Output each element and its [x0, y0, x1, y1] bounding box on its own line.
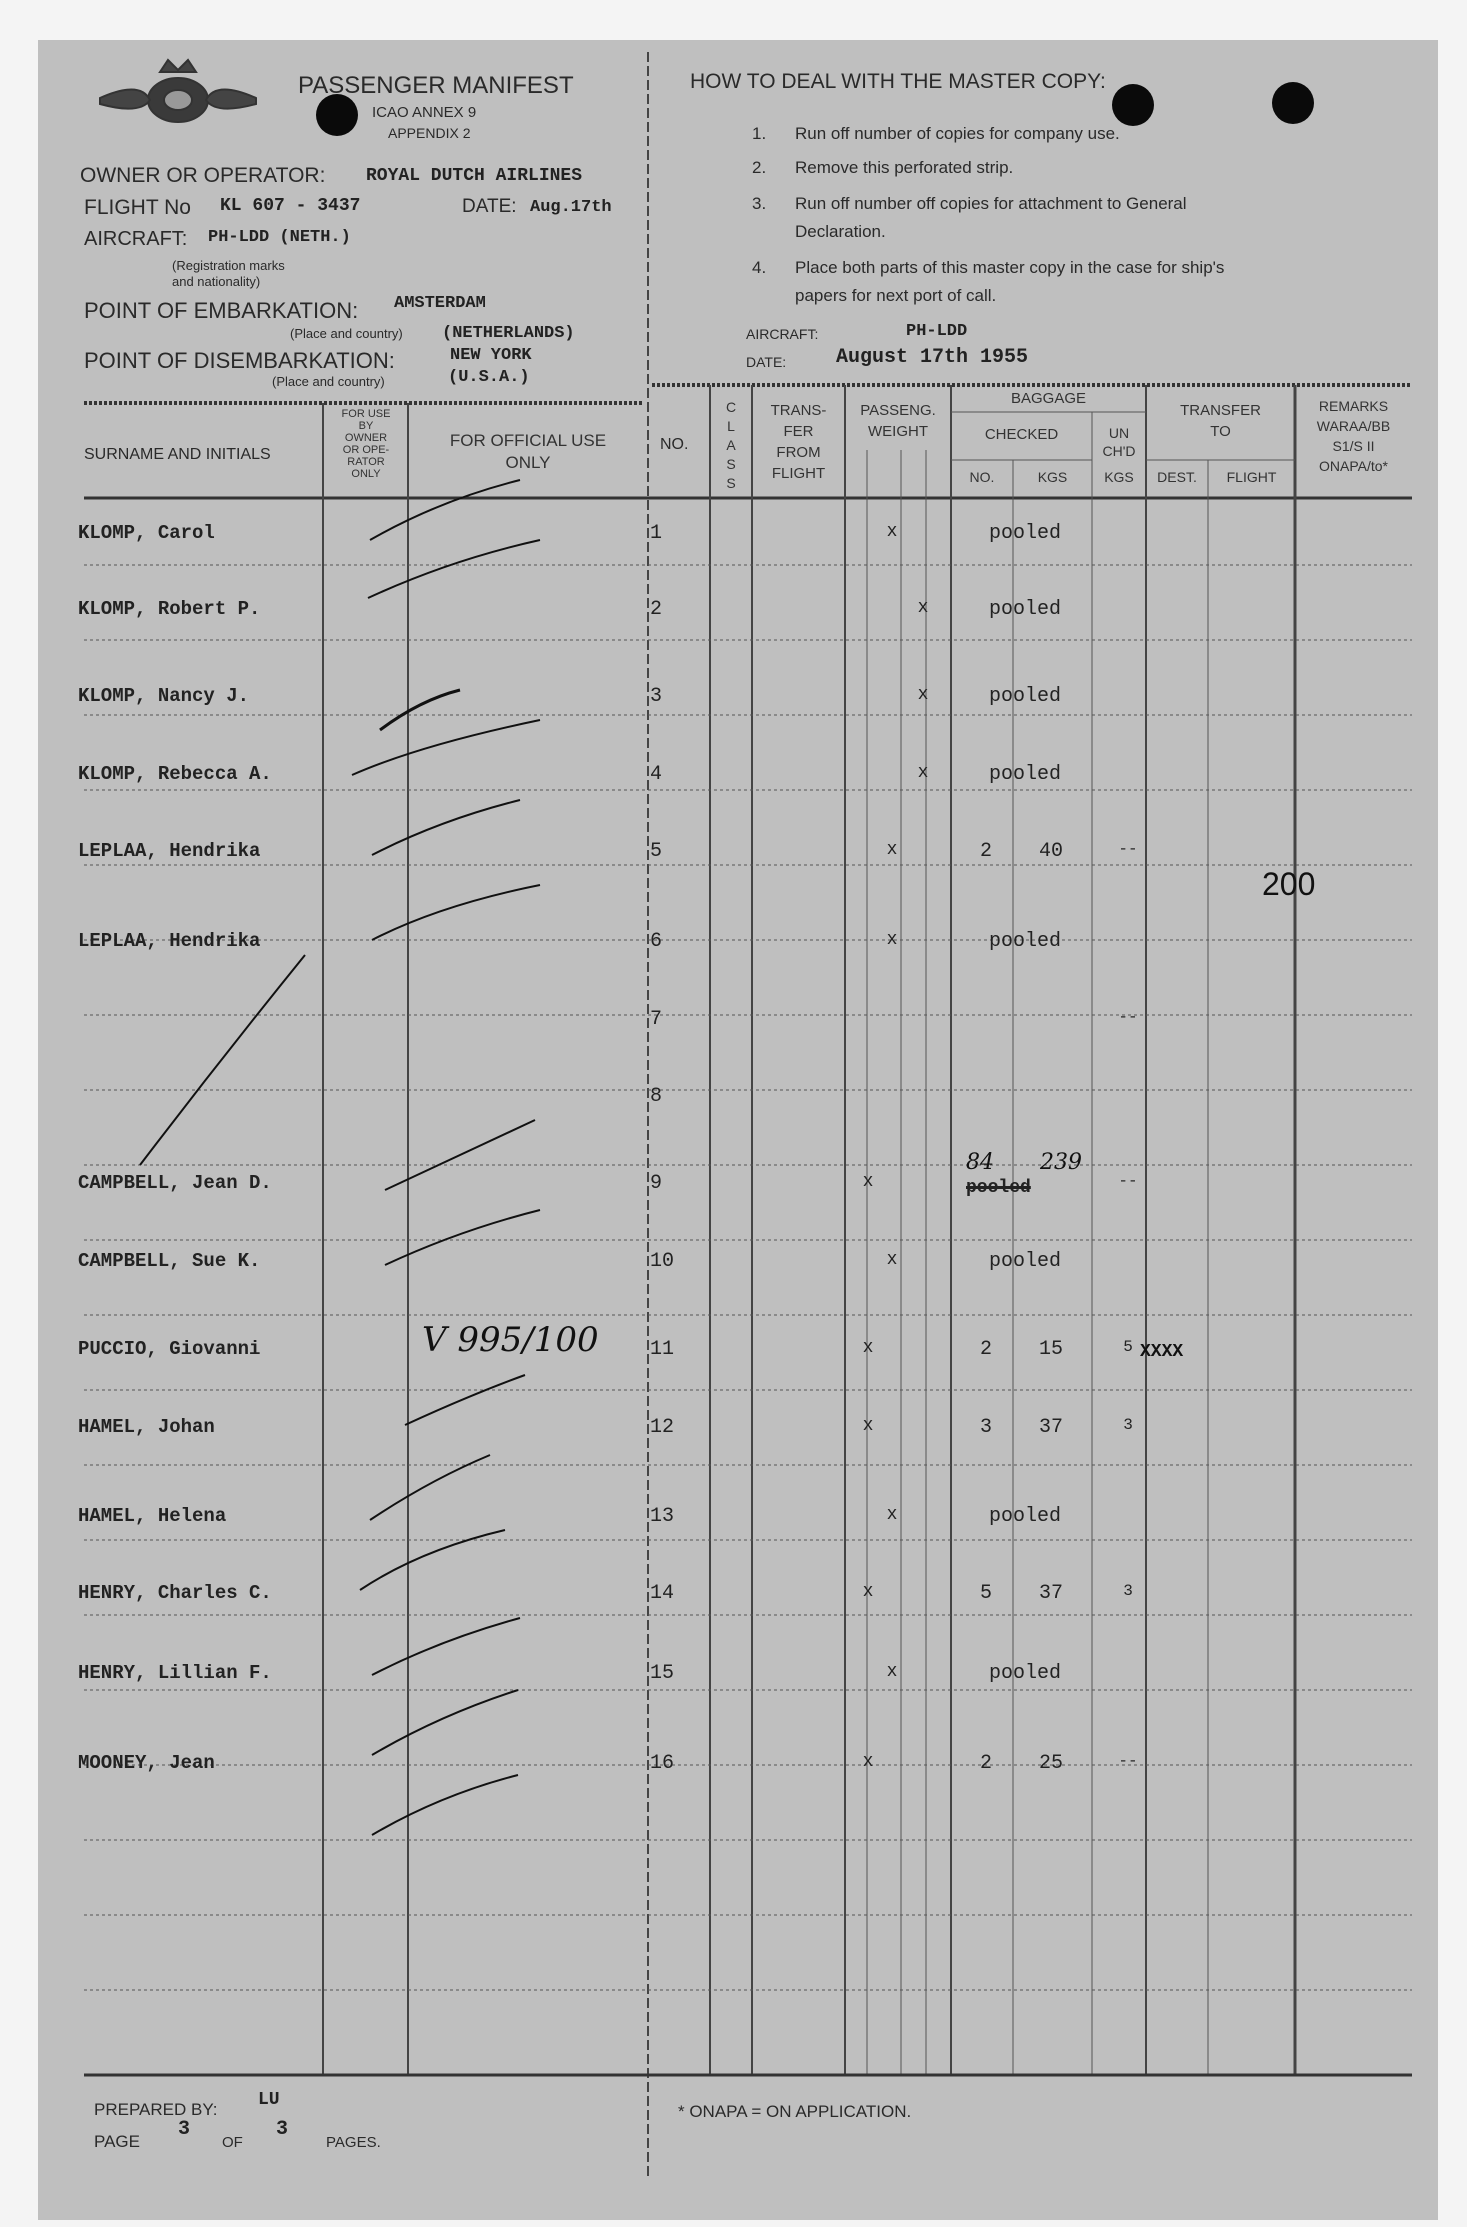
unchecked-kgs: -- — [1118, 840, 1138, 858]
remark-200: 200 — [1262, 866, 1316, 902]
bag-kgs: pooled — [988, 598, 1061, 621]
bag-kgs: pooled — [988, 1250, 1061, 1273]
passenger-name: HAMEL, Johan — [78, 1416, 215, 1438]
row-number: 1 — [650, 522, 663, 545]
bag-kgs: 40 — [1038, 840, 1063, 863]
row-number: 16 — [650, 1752, 675, 1775]
unchecked-kgs: -- — [1118, 1752, 1138, 1770]
handwritten-number: V 995/100 — [422, 1320, 599, 1360]
passenger-name: CAMPBELL, Sue K. — [78, 1250, 261, 1272]
col-unchd — [1092, 424, 1146, 460]
row-number: 5 — [650, 840, 663, 863]
embark-place-note: (Place and country) — [290, 326, 403, 341]
prepared-value: LU — [258, 2090, 280, 2110]
weight-mark: x — [886, 1250, 898, 1270]
weight-mark: x — [886, 930, 898, 950]
transfer-line-4: FLIGHT — [771, 465, 826, 482]
transfer-to-line-2: TO — [1210, 423, 1231, 440]
passenger-name: PUCCIO, Giovanni — [78, 1338, 261, 1360]
instruction-1-num: 1. — [752, 124, 767, 143]
appendix-label: APPENDIX 2 — [388, 125, 471, 141]
bag-kgs: pooled — [988, 1662, 1061, 1685]
date-value: Aug.17th — [530, 198, 612, 217]
for-use-line-2: BY — [358, 420, 374, 432]
passenger-name: HENRY, Lillian F. — [78, 1662, 272, 1684]
row-number: 15 — [650, 1662, 675, 1685]
instr-aircraft-value: PH-LDD — [906, 322, 968, 341]
disembarkation-country: (U.S.A.) — [448, 368, 530, 387]
bag-kgs: pooled — [988, 763, 1061, 786]
of-value: 3 — [276, 2118, 289, 2141]
row9-bag-handwritten: 84 — [966, 1150, 994, 1175]
bag-kgs: pooled — [988, 685, 1061, 708]
handwritten-check-marks — [140, 480, 540, 1835]
row-number: 6 — [650, 930, 663, 953]
row-number: 8 — [650, 1085, 663, 1108]
instruction-4-text: Place both parts of this master copy in the case for ship's — [795, 258, 1225, 277]
weight-mark: x — [862, 1172, 874, 1192]
row-number: 2 — [650, 598, 663, 621]
col-for-use — [324, 408, 408, 480]
remarks-line-4: ONAPA/to* — [1319, 458, 1388, 474]
unchecked-kgs: -- — [1118, 1172, 1138, 1190]
row-number: 10 — [650, 1250, 675, 1273]
remarks-line-1: REMARKS — [1318, 398, 1389, 414]
col-transfer-to — [1146, 400, 1295, 442]
row-number: 11 — [650, 1338, 675, 1361]
weight-mark: x — [917, 598, 929, 618]
col-checked: CHECKED — [984, 426, 1059, 443]
embarkation-value: AMSTERDAM — [394, 294, 486, 313]
bag-number: 5 — [979, 1582, 992, 1605]
weight-mark: x — [862, 1338, 874, 1358]
weight-mark: x — [862, 1416, 874, 1436]
flight-label: FLIGHT No — [84, 196, 191, 219]
passenger-name: KLOMP, Rebecca A. — [78, 763, 272, 785]
col-no: NO. — [660, 436, 689, 453]
row-number: 3 — [650, 685, 663, 708]
unchecked-kgs: 5 — [1123, 1338, 1133, 1356]
instruction-3-text: Run off number off copies for attachment to General — [795, 194, 1187, 213]
bag-kgs: 37 — [1038, 1416, 1063, 1439]
class-s1: S — [726, 456, 736, 472]
disembarkation-label: POINT OF DISEMBARKATION: — [84, 348, 395, 373]
passenger-name: CAMPBELL, Jean D. — [78, 1172, 272, 1194]
transfer-line-2: FER — [783, 423, 814, 440]
col-transfer-from — [752, 400, 845, 484]
weight-mark: x — [862, 1582, 874, 1602]
col-surname: SURNAME AND INITIALS — [84, 446, 271, 463]
for-use-line-6: ONLY — [351, 468, 381, 480]
embarkation-label: POINT OF EMBARKATION: — [84, 298, 359, 323]
row-number: 13 — [650, 1505, 675, 1528]
instruction-2-text: Remove this perforated strip. — [795, 158, 1014, 177]
row-number: 14 — [650, 1582, 675, 1605]
passenger-name: HAMEL, Helena — [78, 1505, 227, 1527]
bag-number: 3 — [979, 1416, 992, 1439]
disembark-place-note: (Place and country) — [272, 374, 385, 389]
bag-kgs: 15 — [1038, 1338, 1063, 1361]
bag-kgs: 25 — [1038, 1752, 1063, 1775]
row11-transfer-struck: XXXX — [1140, 1342, 1184, 1362]
onapa-note: * ONAPA = ON APPLICATION. — [678, 2102, 912, 2121]
for-use-line-5: RATOR — [347, 456, 385, 468]
weight-line-1: PASSENG. — [860, 402, 936, 419]
passenger-name: KLOMP, Robert P. — [78, 598, 261, 620]
bag-kgs: pooled — [988, 930, 1061, 953]
unchecked-kgs: 3 — [1123, 1416, 1133, 1434]
class-c: C — [725, 399, 737, 415]
col-weight — [845, 400, 951, 442]
passenger-name: LEPLAA, Hendrika — [78, 930, 261, 952]
passenger-name: KLOMP, Carol — [78, 522, 215, 544]
weight-mark: x — [886, 1662, 898, 1682]
col-bag-no: NO. — [969, 469, 995, 485]
transfer-line-1: TRANS- — [770, 402, 827, 419]
col-dest: DEST. — [1157, 469, 1197, 485]
remarks-line-3: S1/S II — [1332, 438, 1375, 454]
instructions-title: HOW TO DEAL WITH THE MASTER COPY: — [690, 70, 1106, 93]
unchecked-kgs: -- — [1118, 1008, 1138, 1026]
weight-mark: x — [886, 1505, 898, 1525]
weight-mark: x — [917, 685, 929, 705]
page-value: 3 — [178, 2118, 191, 2141]
col-class — [710, 398, 752, 493]
instruction-3-num: 3. — [752, 194, 767, 213]
registration-note-2: and nationality) — [172, 274, 261, 289]
row9-struck-pooled: pooled — [966, 1178, 1031, 1198]
row-number: 7 — [650, 1008, 663, 1031]
col-unchd-kgs: KGS — [1104, 469, 1134, 485]
page-label: PAGE — [94, 2132, 140, 2151]
prepared-label: PREPARED BY: — [94, 2100, 218, 2119]
embarkation-country: (NETHERLANDS) — [442, 324, 575, 343]
col-baggage: BAGGAGE — [1010, 390, 1087, 407]
bag-number: 2 — [979, 1752, 992, 1775]
instruction-2-num: 2. — [752, 158, 767, 177]
transfer-to-line-1: TRANSFER — [1180, 402, 1261, 419]
passenger-name: LEPLAA, Hendrika — [78, 840, 261, 862]
unchd-line-1: UN — [1108, 425, 1130, 441]
aircraft-label: AIRCRAFT: — [84, 228, 188, 250]
weight-mark: x — [917, 763, 929, 783]
flight-value: KL 607 - 3437 — [220, 196, 361, 216]
date-label: DATE: — [462, 196, 517, 217]
aircraft-value: PH-LDD (NETH.) — [208, 228, 351, 247]
instruction-1-text: Run off number of copies for company use. — [795, 124, 1120, 143]
for-use-line-1: FOR USE — [341, 408, 391, 420]
weight-mark: x — [886, 840, 898, 860]
official-line-2: ONLY — [505, 453, 551, 472]
registration-note-1: (Registration marks — [172, 258, 285, 273]
row9-kgs-handwritten: 239 — [1040, 1150, 1082, 1175]
class-l: L — [727, 418, 735, 434]
official-line-1: FOR OFFICIAL USE — [449, 431, 607, 450]
col-flight: FLIGHT — [1226, 469, 1277, 485]
remarks-line-2: WARAA/BB — [1316, 418, 1391, 434]
for-use-line-4: OR OPE- — [342, 444, 390, 456]
col-bag-kgs: KGS — [1037, 469, 1068, 485]
unchecked-kgs: 3 — [1123, 1582, 1133, 1600]
row-number: 9 — [650, 1172, 663, 1195]
instruction-4-text-2: papers for next port of call. — [795, 286, 997, 305]
icao-annex: ICAO ANNEX 9 — [372, 104, 477, 121]
instruction-4-num: 4. — [752, 258, 767, 277]
bag-kgs: 37 — [1038, 1582, 1063, 1605]
manifest-title: PASSENGER MANIFEST — [298, 72, 574, 99]
passenger-name: HENRY, Charles C. — [78, 1582, 272, 1604]
instr-date-label: DATE: — [746, 354, 787, 370]
owner-label: OWNER OR OPERATOR: — [80, 164, 326, 187]
class-a: A — [726, 437, 736, 453]
passenger-name: KLOMP, Nancy J. — [78, 685, 250, 707]
owner-value: ROYAL DUTCH AIRLINES — [366, 166, 583, 186]
row-number: 4 — [650, 763, 663, 786]
instr-date-value: August 17th 1955 — [836, 346, 1029, 369]
bag-kgs: pooled — [988, 1505, 1061, 1528]
col-official — [410, 430, 646, 474]
row-number: 12 — [650, 1416, 675, 1439]
klm-crown-logo-icon — [100, 60, 256, 122]
bag-number: 2 — [979, 1338, 992, 1361]
for-use-line-3: OWNER — [344, 432, 388, 444]
unchd-line-2: CH'D — [1102, 443, 1136, 459]
col-remarks — [1295, 396, 1412, 476]
bag-kgs: pooled — [988, 522, 1061, 545]
transfer-line-3: FROM — [776, 444, 821, 461]
bag-number: 2 — [979, 840, 992, 863]
class-s2: S — [726, 475, 736, 491]
disembarkation-value: NEW YORK — [450, 346, 532, 365]
pages-label: PAGES. — [326, 2134, 381, 2151]
of-label: OF — [222, 2134, 243, 2151]
weight-line-2: WEIGHT — [868, 423, 928, 440]
passenger-name: MOONEY, Jean — [78, 1752, 215, 1774]
instruction-3-text-2: Declaration. — [795, 222, 886, 241]
weight-mark: x — [886, 522, 898, 542]
instr-aircraft-label: AIRCRAFT: — [746, 326, 819, 342]
weight-mark: x — [862, 1752, 874, 1772]
